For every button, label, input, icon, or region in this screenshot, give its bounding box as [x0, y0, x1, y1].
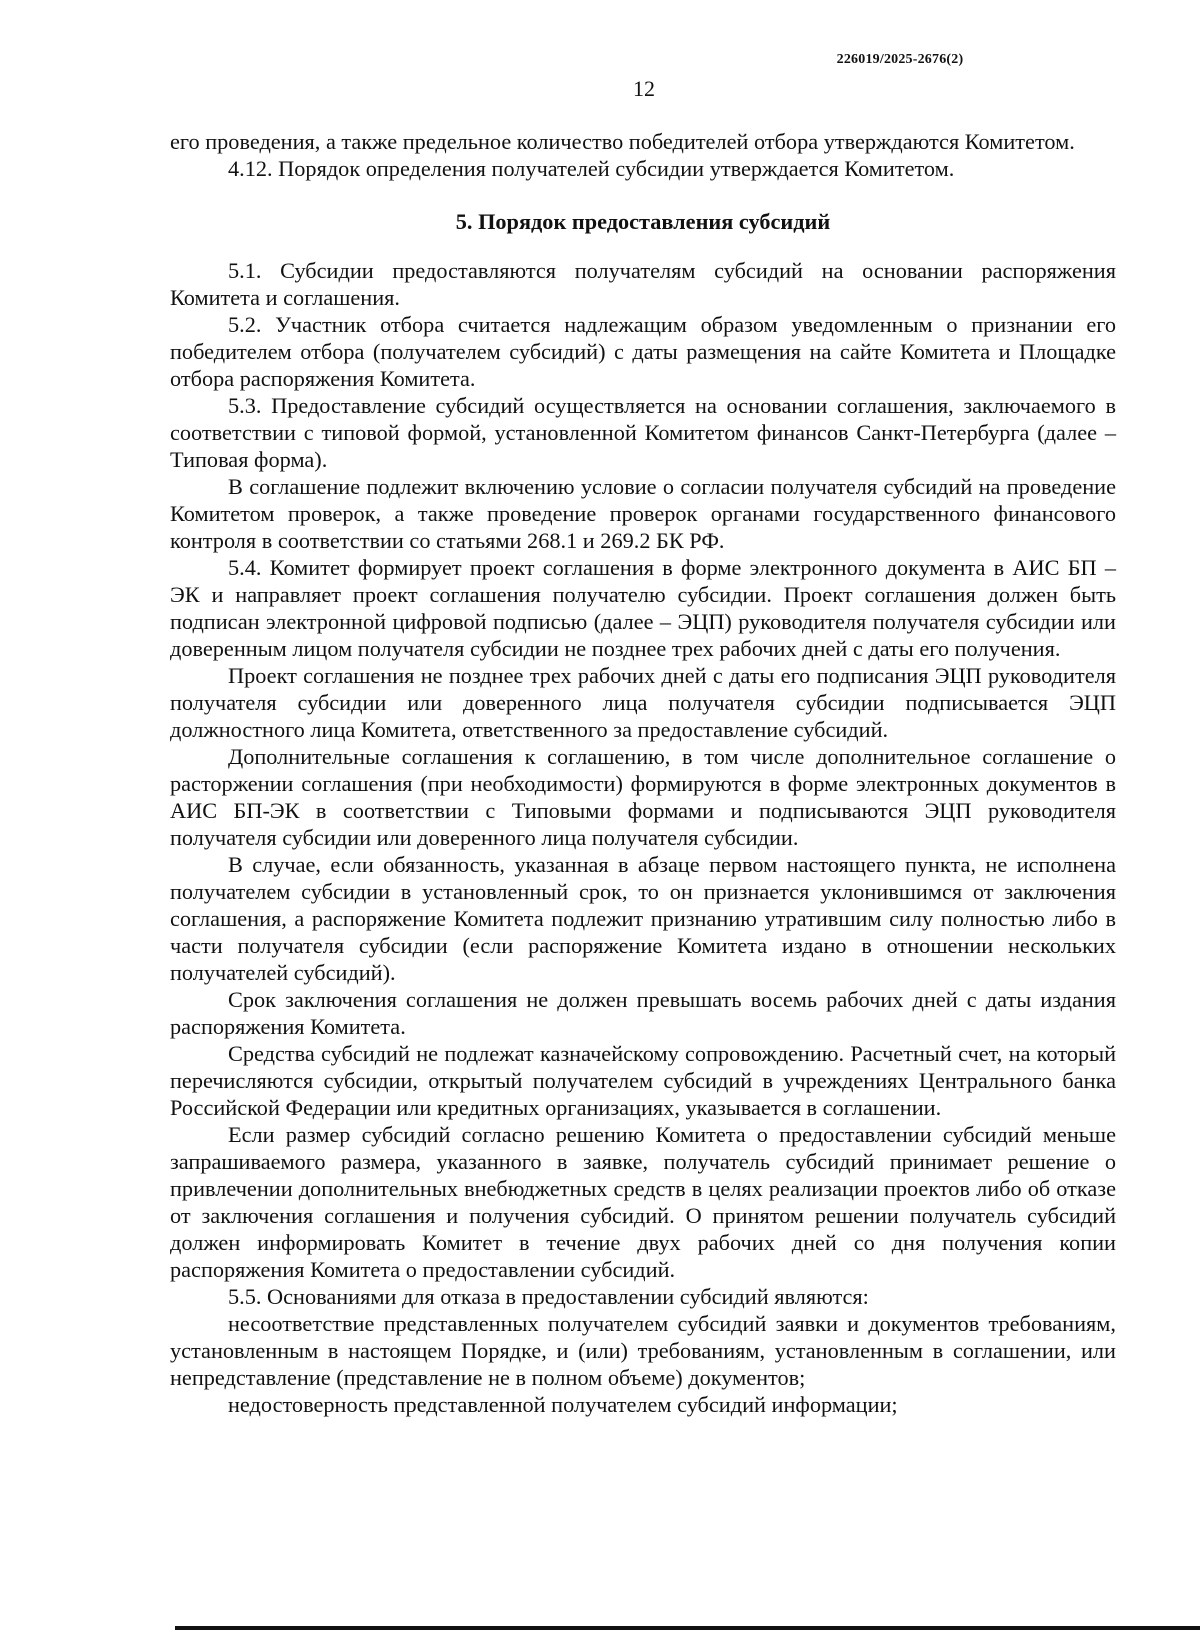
page-number: 12	[633, 76, 655, 101]
paragraph-5-2: 5.2. Участник отбора считается надлежащим образом уведомленным о признании его победителем отбора (получателем субсидий) с даты размещения на сайте Комитета и Площадке отбора распоряжения Комитета.	[170, 312, 1116, 391]
paragraph-5-4-additional-agreements: Дополнительные соглашения к соглашению, в том числе дополнительное соглашение о расторжении соглашения (при необходимости) формируются в форме электронных документов в АИС БП-ЭК в соответствии с Типовыми формами и подписываются ЭЦП руководителя получателя субсидии или доверенного лица получателя субсидии.	[170, 744, 1116, 850]
paragraph-4-12: 4.12. Порядок определения получателей субсидии утверждается Комитетом.	[228, 156, 955, 181]
paragraph-5-3: 5.3. Предоставление субсидий осуществляется на основании соглашения, заключаемого в соответствии с типовой формой, установленной Комитетом финансов Санкт-Петербурга (далее – Типовая форма).	[170, 393, 1116, 472]
bottom-scan-edge-line	[175, 1626, 1200, 1630]
document-registration-number: 226019/2025-2676(2)	[836, 52, 964, 67]
section-heading: 5. Порядок предоставления субсидий	[455, 209, 831, 234]
paragraph-5-4-account: Средства субсидий не подлежат казначейскому сопровождению. Расчетный счет, на который перечисляются субсидии, открытый получателем субсидий в учреждениях Центрального банка Российской Федерации или кредитных организациях, указывается в соглашении.	[170, 1041, 1116, 1120]
paragraph-5-5: 5.5. Основаниями для отказа в предоставлении субсидий являются:	[228, 1284, 869, 1309]
paragraph-5-5-noncompliance: несоответствие представленных получателем субсидий заявки и документов требованиям, установленным в настоящем Порядке, и (или) требованиям, установленным в соглашении, или непредставление (представление не в полном объеме) документов;	[170, 1311, 1116, 1390]
paragraph-5-5-unreliability: недостоверность представленной получателем субсидий информации;	[228, 1392, 898, 1417]
document-body	[170, 128, 1116, 1418]
paragraph-5-4-amount: Если размер субсидий согласно решению Комитета о предоставлении субсидий меньше запрашиваемого размера, указанного в заявке, получатель субсидий принимает решение о привлечении дополнительных внебюджетных средств в целях реализации проектов либо об отказе от заключения соглашения и получения субсидий. О принятом решении получатель субсидий должен информировать Комитет в течение двух рабочих дней со дня получения копии распоряжения Комитета о предоставлении субсидий.	[170, 1122, 1116, 1282]
paragraph-5-1: 5.1. Субсидии предоставляются получателям субсидий на основании распоряжения Комитета и соглашения.	[170, 258, 1116, 310]
paragraph-5-4-term: Срок заключения соглашения не должен превышать восемь рабочих дней с даты издания распоряжения Комитета.	[170, 987, 1116, 1039]
paragraph-5-3-agreement-condition: В соглашение подлежит включению условие о согласии получателя субсидий на проведение Комитетом проверок, а также проведение проверок органами государственного финансового контроля в соответствии со статьями 268.1 и 269.2 БК РФ.	[170, 474, 1116, 553]
paragraph-5-4-evasion: В случае, если обязанность, указанная в абзаце первом настоящего пункта, не исполнена получателем субсидии в установленный срок, то он признается уклонившимся от заключения соглашения, а распоряжение Комитета подлежит признанию утратившим силу полностью либо в части получателя субсидии (если распоряжение Комитета издано в отношении нескольких получателей субсидий).	[170, 852, 1116, 985]
paragraph-continuation: его проведения, а также предельное количество победителей отбора утверждаются Комитетом.	[170, 129, 1075, 154]
paragraph-5-4-signing: Проект соглашения не позднее трех рабочих дней с даты его подписания ЭЦП руководителя получателя субсидии или доверенного лица получателя субсидии подписывается ЭЦП должностного лица Комитета, ответственного за предоставление субсидий.	[170, 663, 1116, 742]
paragraph-5-4: 5.4. Комитет формирует проект соглашения в форме электронного документа в АИС БП – ЭК и направляет проект соглашения получателю субсидии. Проект соглашения должен быть подписан электронной цифровой подписью (далее – ЭЦП) руководителя получателя субсидии или доверенным лицом получателя субсидии не позднее трех рабочих дней с даты его получения.	[170, 555, 1116, 661]
